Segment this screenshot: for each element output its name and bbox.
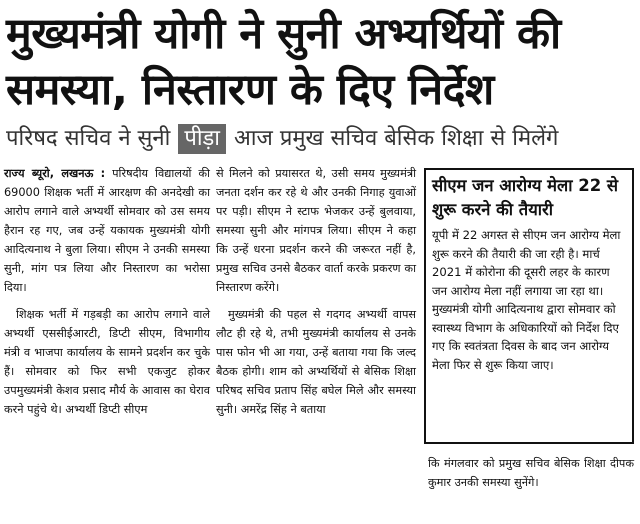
subheadline [6,122,634,156]
paragraph-text: परिषदीय विद्यालयों की 69000 शिक्षक भर्ती में आरक्षण की अनदेखी का आरोप लगाने वाले अभ्यर्थी सोमवार को उस समय हैरान रह गए, जब उन्हें यकायक मुख्यमंत्री योगी आदित्यनाथ ने बुला लिया। सीएम ने उनकी समस्या सुनी, मांग पत्र लिया और निस्तारण का भरोसा दिया। [4,167,210,294]
paragraph: से मिलने को प्रयासरत थे, उसी समय मुख्यमंत्री जनता दर्शन कर रहे थे और उनकी निगाह युवाओं पर पड़ी। सीएम ने स्टाफ भेजकर उन्हें बुलवाया, समस्या सुनी और मांगपत्र लिया। सीएम ने कहा कि उन्हें धरना प्रदर्शन करने की जरूरत नहीं है, प्रमुख सचिव उनसे बैठकर वार्ता करके प्रकरण का निस्तारण करेंगे। [216,167,416,294]
article-column-3: कि मंगलवार को प्रमुख सचिव बेसिक शिक्षा दीपक कुमार उनकी समस्या सुनेंगे। [428,457,634,489]
paragraph [4,164,210,297]
article-column-1 [4,164,210,427]
subhead-after: आज प्रमुख सचिव बेसिक शिक्षा से मिलेंगे [234,126,559,151]
subhead-before: परिषद सचिव ने सुनी [6,126,171,151]
article-column-2 [216,164,416,427]
paragraph: मुख्यमंत्री की पहल से गदगद अभ्यर्थी वापस लौट ही रहे थे, तभी मुख्यमंत्री कार्यालय से उनके पास फोन भी आ गया, उन्हें बताया गया कि जल्द बैठक होगी। शाम को अभ्यर्थियों से बेसिक शिक्षा परिषद सचिव प्रताप सिंह बघेल मिले और समस्या सुनी। अमरेंद्र सिंह ने बताया [216,308,416,416]
sidebar-box-title: सीएम जन आरोग्य मेला 22 से शुरू करने की तैयारी [432,176,619,219]
subhead-highlight: पीड़ा [178,124,226,154]
sidebar-box-body: यूपी में 22 अगस्त से सीएम जन आरोग्य मेला शुरू करने की तैयारी की जा रही है। मार्च 2021 में कोरोना की दूसरी लहर के कारण जन आरोग्य मेला नहीं लगाया जा रहा था। मुख्यमंत्री योगी आदित्यनाथ द्वारा सोमवार को स्वास्थ्य विभाग के अधिकारियों को निर्देश दिए गए कि स्वतंत्रता दिवस के बाद जन आरोग्य मेला फिर से शुरू किया जाए। [432,228,621,372]
byline: राज्य ब्यूरो, लखनऊ : [4,167,106,180]
paragraph: शिक्षक भर्ती में गड़बड़ी का आरोप लगाने वाले अभ्यर्थी एससीईआरटी, डिप्टी सीएम, विभागीय मंत्री व भाजपा कार्यालय के सामने प्रदर्शन कर चुके हैं। सोमवार को फिर सभी एकजुट होकर उपमुख्यमंत्री केशव प्रसाद मौर्य के आवास का घेराव करने पहुंचे थे। अभ्यर्थी डिप्टी सीएम [4,308,210,416]
headline: मुख्यमंत्री योगी ने सुनी अभ्यर्थियों की समस्या, निस्तारण के दिए निर्देश [6,9,561,115]
sidebar-news-box [424,168,634,444]
